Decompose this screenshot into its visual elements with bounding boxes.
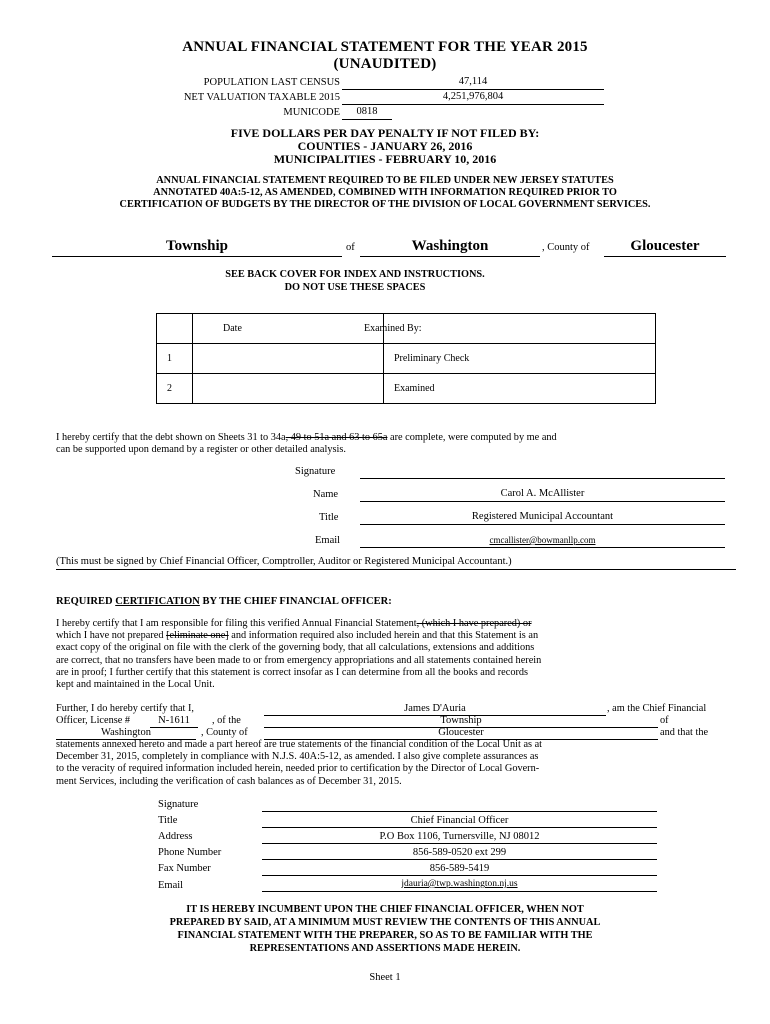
debt-email-value[interactable]: cmcallister@bowmanllp.com	[360, 535, 725, 548]
debt-name-label: Name	[313, 489, 339, 500]
debt-name-value: Carol A. McAllister	[360, 488, 725, 502]
valuation-value: 4,251,976,804	[342, 91, 604, 105]
incumbent-line-3: FINANCIAL STATEMENT WITH THE PREPARER, SO AS TO BE FAMILIAR WITH THE	[177, 930, 593, 941]
sheet-number: Sheet 1	[369, 972, 401, 983]
municode-label: MUNICODE	[283, 107, 340, 118]
of-label: of	[660, 715, 669, 726]
debt-cert-line-1: I hereby certify that the debt shown on Sheets 31 to 34a, 49 to 51a and 63 to 65a are complete, were computed by me and	[56, 432, 557, 443]
incumbent-line-2: PREPARED BY SAID, AT A MINIMUM MUST REVIEW THE CONTENTS OF THIS ANNUAL	[169, 917, 601, 928]
cfo-fax-label: Fax Number	[158, 863, 211, 874]
row-label: Examined	[384, 374, 656, 404]
population-label: POPULATION LAST CENSUS	[203, 77, 340, 88]
cfo-signature-label: Signature	[158, 799, 199, 810]
cfo-signature-field[interactable]	[262, 799, 657, 812]
examination-table	[156, 313, 656, 404]
row-label: Preliminary Check	[384, 344, 656, 374]
officer-license-label: Officer, License #	[56, 715, 131, 726]
and-that-label: and that the	[660, 727, 709, 738]
page-title: ANNUAL FINANCIAL STATEMENT FOR THE YEAR 2015	[182, 39, 588, 55]
penalty-line-3: MUNICIPALITIES - FEBRUARY 10, 2016	[273, 152, 497, 166]
cfo-title-label: Title	[158, 815, 178, 826]
cfo-cert-heading: REQUIRED CERTIFICATION BY THE CHIEF FINANCIAL OFFICER:	[56, 596, 392, 607]
statute-line-2: ANNOTATED 40A:5-12, AS AMENDED, COMBINED WITH INFORMATION REQUIRED PRIOR TO	[153, 187, 617, 198]
am-the-label: , am the Chief Financial	[607, 703, 707, 714]
debt-signature-field[interactable]	[360, 466, 725, 479]
incumbent-line-1: IT IS HEREBY INCUMBENT UPON THE CHIEF FINANCIAL OFFICER, WHEN NOT	[186, 904, 584, 915]
municipality-of-label: of	[346, 242, 355, 253]
instructions-line-1: SEE BACK COVER FOR INDEX AND INSTRUCTIONS.	[225, 269, 485, 280]
county-of-label: , County of	[201, 727, 248, 738]
cfo-email-value[interactable]: jdauria@twp.washington.nj.us	[262, 879, 657, 892]
municipality-name: Washington	[360, 238, 540, 257]
row-number: 1	[157, 344, 193, 374]
debt-cert-line-2: can be supported upon demand by a register or other detailed analysis.	[56, 444, 346, 455]
municode-value: 0818	[342, 106, 392, 120]
valuation-label: NET VALUATION TAXABLE 2015	[183, 92, 340, 103]
municipality-type: Township	[52, 238, 342, 257]
cfo-address-label: Address	[158, 831, 193, 842]
debt-email-label: Email	[315, 535, 341, 546]
cfo-cert-paragraph: I hereby certify that I am responsible for filing this verified Annual Financial Statement, (which I have prepared) or which I have not prepared [eliminate one] and information required also included herein and that this Statement is an exact copy of the original on file with the clerk of the governing body, that all calculations, extensions and additions are correct, that no transfers have been made to or from emergency appropriations and all statements contained herein are in proof; I further certify that this statement is correct insofar as I can determine from all the books and records kept and maintained in the Local Unit.	[56, 618, 542, 691]
table-row	[157, 374, 656, 404]
page-subtitle: (UNAUDITED)	[333, 56, 437, 72]
cfo-name-value: James D'Auria	[264, 703, 606, 716]
penalty-line-1: FIVE DOLLARS PER DAY PENALTY IF NOT FILED BY:	[230, 126, 540, 140]
license-value: N-1611	[150, 715, 198, 728]
population-value: 47,114	[342, 76, 604, 90]
county-label: , County of	[542, 242, 590, 253]
statute-line-1: ANNUAL FINANCIAL STATEMENT REQUIRED TO BE FILED UNDER NEW JERSEY STATUTES	[156, 175, 614, 186]
debt-title-label: Title	[319, 512, 339, 523]
cfo-phone-value: 856-589-0520 ext 299	[262, 847, 657, 860]
table-row	[157, 344, 656, 374]
county-name: Gloucester	[604, 238, 726, 257]
unit-name-value: Washington	[56, 727, 196, 740]
instructions-line-2: DO NOT USE THESE SPACES	[284, 282, 426, 293]
cfo-cert-paragraph-2: statements annexed hereto and made a part hereof are true statements of the financial condition of the Local Unit as at December 31, 2015, completely in compliance with N.J.S. 40A:5-12, as amended. I also give complete assurances as to the veracity of required information included herein, needed prior to certification by the Director of Local Govern- ment Services, including the verification of cash balances as of December 31, 2015.	[56, 739, 543, 787]
debt-title-value: Registered Municipal Accountant	[360, 511, 725, 525]
of-the-label: , of the	[212, 715, 241, 726]
further-label: Further, I do hereby certify that I,	[56, 703, 194, 714]
unit-type-value: Township	[264, 715, 658, 728]
cfo-address-value: P.O Box 1106, Turnersville, NJ 08012	[262, 831, 657, 844]
penalty-line-2: COUNTIES - JANUARY 26, 2016	[297, 139, 473, 153]
incumbent-line-4: REPRESENTATIONS AND ASSERTIONS MADE HEREIN.	[249, 943, 521, 954]
debt-signature-label: Signature	[295, 466, 336, 477]
cfo-fax-value: 856-589-5419	[262, 863, 657, 876]
county-name-value: Gloucester	[264, 727, 658, 740]
debt-cert-note: (This must be signed by Chief Financial Officer, Comptroller, Auditor or Registered Municipal Accountant.)	[56, 556, 736, 570]
cfo-title-value: Chief Financial Officer	[262, 815, 657, 828]
date-header: Date	[223, 323, 242, 334]
statute-line-3: CERTIFICATION OF BUDGETS BY THE DIRECTOR OF THE DIVISION OF LOCAL GOVERNMENT SERVICES.	[119, 199, 651, 210]
cfo-phone-label: Phone Number	[158, 847, 222, 858]
examined-header: Examined By:	[364, 323, 422, 334]
row-number: 2	[157, 374, 193, 404]
cfo-email-label: Email	[158, 880, 184, 891]
